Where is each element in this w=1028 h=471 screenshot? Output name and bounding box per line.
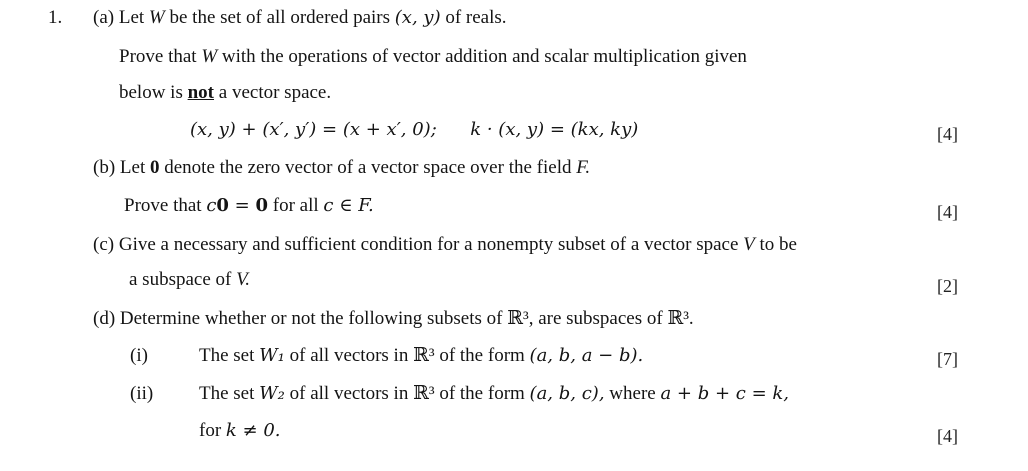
part-c-line-2 xyxy=(129,270,250,289)
part-b-label: (b) xyxy=(93,157,116,178)
part-d-i-text: of all vectors in ℝ³ of the form xyxy=(289,345,525,366)
part-a-text: a vector space. xyxy=(218,82,332,103)
part-b-text: Let xyxy=(119,157,146,178)
field-f: F. xyxy=(576,157,591,178)
part-d-ii-text: The set xyxy=(199,383,255,404)
part-d-line-1 xyxy=(93,309,694,328)
part-d-ii-text: for xyxy=(199,420,222,441)
scalar-c: c xyxy=(206,195,217,216)
part-b-line-2 xyxy=(124,196,374,215)
part-a-text: below is xyxy=(119,82,183,103)
part-a-line-2 xyxy=(119,47,747,66)
part-c-text: a subspace of xyxy=(129,269,232,290)
zero-vector: 0 xyxy=(149,157,160,178)
addition-formula: (x, y) + (x′, y′) = (x + x′, 0); xyxy=(190,119,437,140)
set-w2: W₂ xyxy=(259,383,285,404)
set-w: W xyxy=(148,7,165,28)
part-a-text: be the set of all ordered pairs xyxy=(169,7,391,28)
marks-b: [4] xyxy=(937,202,958,222)
part-d-text: Determine whether or not the following subsets of ℝ³, are subspaces of ℝ³. xyxy=(119,308,694,329)
part-d-ii-text: of all vectors in ℝ³ of the form xyxy=(289,383,525,404)
set-w: W xyxy=(201,46,218,67)
marks-d-ii: [4] xyxy=(937,426,958,446)
scalar-formula: k · (x, y) = (kx, ky) xyxy=(470,119,639,140)
part-c-text: Give a necessary and sufficient condition for a nonempty subset of a vector space xyxy=(118,234,739,255)
emphasis-not: not xyxy=(187,82,215,103)
sum-condition: a + b + c = k, xyxy=(660,383,790,404)
part-b-line-1 xyxy=(93,158,590,177)
part-d-label: (d) xyxy=(93,308,116,329)
condition-c-in-f: c ∈ F. xyxy=(323,195,374,216)
k-nonzero: k ≠ 0. xyxy=(225,420,281,441)
form-a-b-c: (a, b, c), xyxy=(529,383,605,404)
part-d-ii-line-1 xyxy=(199,384,789,403)
part-c-text: to be xyxy=(759,234,797,255)
part-c-label: (c) xyxy=(93,234,115,255)
part-a-text: Prove that xyxy=(119,46,197,67)
equals-sign: = xyxy=(228,195,256,216)
space-v: V. xyxy=(236,269,251,290)
part-d-ii-label: (ii) xyxy=(130,383,154,404)
ordered-pair: (x, y) xyxy=(394,7,441,28)
part-b-text: for all xyxy=(272,195,319,216)
part-d-ii-text: where xyxy=(609,383,656,404)
part-d-ii-line-2 xyxy=(199,421,281,440)
part-d-i-text: The set xyxy=(199,345,255,366)
part-a-text: with the operations of vector addition and scalar multiplication given xyxy=(221,46,747,67)
marks-d-i: [7] xyxy=(937,349,958,369)
marks-a: [4] xyxy=(937,124,958,144)
zero-vector: 0 xyxy=(216,195,229,216)
part-a-formula xyxy=(190,121,638,139)
part-a-text: Let xyxy=(118,7,145,28)
part-d-i-line xyxy=(199,346,643,365)
part-b-text: Prove that xyxy=(124,195,202,216)
part-a-label: (a) xyxy=(93,7,115,28)
part-b-text: denote the zero vector of a vector space over the field xyxy=(164,157,572,178)
space-v: V xyxy=(743,234,755,255)
set-w1: W₁ xyxy=(259,345,285,366)
question-number: 1. xyxy=(48,7,63,28)
part-c-line-1 xyxy=(93,235,797,254)
part-d-i-label: (i) xyxy=(130,345,148,366)
part-a-text: of reals. xyxy=(445,7,507,28)
part-a-line-3 xyxy=(119,83,331,102)
marks-c: [2] xyxy=(937,276,958,296)
form-a-b-a-minus-b: (a, b, a − b). xyxy=(529,345,644,366)
zero-vector: 0 xyxy=(255,195,269,216)
part-a-line-1 xyxy=(93,8,507,27)
